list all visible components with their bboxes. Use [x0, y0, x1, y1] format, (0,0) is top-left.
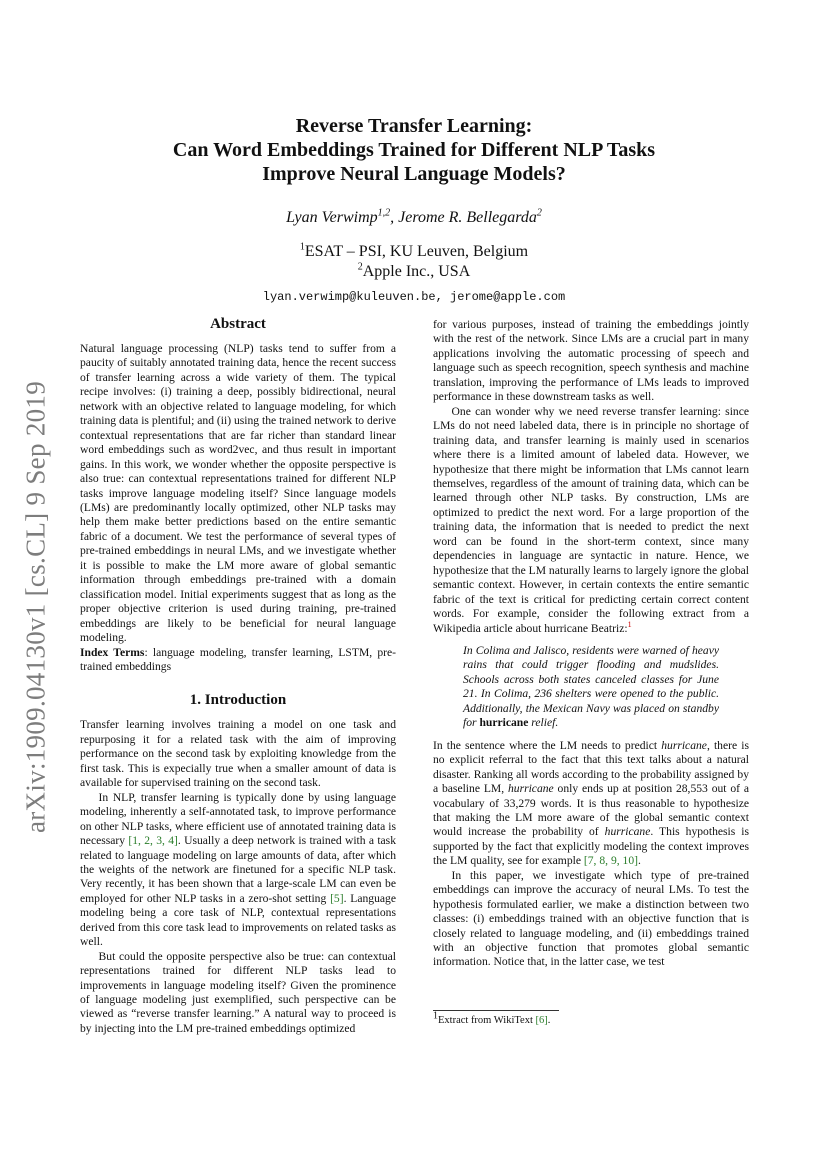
left-column: [80, 315, 396, 1036]
affiliation-text: Apple Inc., USA: [362, 263, 471, 280]
paragraph-text: .: [638, 854, 641, 868]
paragraph-text: One can wonder why we need reverse transfer learning: since LMs do not need labeled data, there is in principle no shortage of training data, and transfer learning is mainly used in scenarios where there is a limited amount of labeled data. However, we hypothesize that there might be information that LMs cannot learn themselves, regardless of the amount of training data, which can be learned through other NLP tasks. By construction, LMs are optimized to predict the next word. For a large proportion of the training data, the information that is needed to predict the next word can be found in the short-term context, since many dependencies in language are syntactic in nature. Hence, we hypothesize that the LM naturally learns to largely ignore the global semantic context. However, in certain contexts the entire semantic fabric of the text is critical for predicting certain correct content words. For example, consider the following extract from a Wikipedia article about hurricane Beatriz:: [433, 404, 749, 635]
author-emails: lyan.verwimp@kuleuven.be, jerome@apple.com: [262, 290, 566, 304]
paragraph-text: only ends up at position 28,553 out of a vocabulary of 33,279 words. It is thus reasonable to hypothesize that making the LM more aware of the global semantic context would increase the probability of: [433, 782, 749, 839]
author-name: Lyan Verwimp: [286, 209, 378, 226]
paper-header: [100, 114, 728, 304]
citation-link[interactable]: [6]: [535, 1015, 548, 1026]
citation-link[interactable]: [7, 8, 9, 10]: [583, 854, 638, 868]
affiliation: [100, 262, 728, 282]
citation-link[interactable]: [5]: [330, 891, 344, 905]
intro-paragraph: [433, 739, 749, 869]
abstract-heading: Abstract: [210, 316, 266, 332]
right-column: [433, 318, 749, 970]
footnote-mark-link[interactable]: 1: [627, 619, 632, 629]
arxiv-identifier-stamp: [14, 372, 58, 842]
paper-title-line-2: Can Word Embeddings Trained for Different NLP Tasks: [172, 139, 656, 161]
arxiv-identifier-text: arXiv:1909.04130v1 [cs.CL] 9 Sep 2019: [20, 380, 51, 834]
footnote: [433, 1010, 749, 1026]
quote-text: In Colima and Jalisco, residents were warned of heavy rains that could trigger flooding and mudslides. Schools across both states canceled classes for June 21. In Colima, 236 shelters were opened to the public. Additionally, the Mexican Navy was placed on standby for: [463, 643, 719, 730]
author-affiliation-mark: 2: [536, 207, 542, 219]
paper-title-line-1: Reverse Transfer Learning:: [295, 115, 533, 137]
author-list: [100, 208, 728, 228]
index-terms-text: : language modeling, transfer learning, LSTM, pre-trained embeddings: [80, 645, 397, 673]
paragraph-text: . Language modeling being a core task of NLP, contextual representations derived from this core task lead to improvements on related tasks as well.: [80, 891, 396, 949]
quote-highlight: hurricane: [479, 716, 529, 730]
paragraph-text: . This hypothesis is supported by the fact that explicitly modeling the context improves the LM quality, see for example: [433, 825, 749, 868]
intro-paragraph: In this paper, we investigate which type of pre-trained embeddings can improve the accuracy of neural LMs. To test the hypothesis formulated earlier, we make a distinction between two classes: (i) embeddings trained with an objective function that is closely related to language modeling, and (ii) embeddings trained with an objective function that promotes global semantic information. Notice that, in the latter case, we test: [433, 868, 749, 969]
footnote-end: .: [547, 1015, 551, 1026]
introduction-heading: 1. Introduction: [189, 692, 287, 709]
footnote-text: Extract from WikiText: [438, 1015, 536, 1026]
intro-paragraph: Transfer learning involves training a model on one task and repurposing it for a related task with the aim of improving performance on the second task by exploiting knowledge from the first task. This is expecially true when a smaller amount of data is available for supervised training on the second task.: [80, 718, 396, 790]
italic-term: hurricane: [604, 825, 651, 839]
author-name: Jerome R. Bellegarda: [398, 209, 537, 226]
footnote-number: 1: [433, 1010, 438, 1022]
citation-link[interactable]: [1, 2, 3, 4]: [128, 834, 178, 848]
footnote-divider: [433, 1010, 559, 1011]
affiliation-mark: 2: [357, 261, 363, 273]
italic-term: hurricane: [661, 738, 707, 752]
paragraph-text: In the sentence where the LM needs to predict: [433, 738, 662, 752]
affiliation: [100, 242, 728, 262]
paragraph-text: . Usually a deep network is trained with a task related to language modeling on large amounts of data, after which the weights of the network are finetuned for a specific NLP task. Very recently, it has been shown that a large-scale LM can even be employed for other NLP tasks in a zero-shot setting: [80, 834, 396, 905]
paragraph-text: , there is no explicit referral to the fact that this text talks about a natural disaster. Ranking all words according to the probability assigned by a baseline LM,: [433, 738, 749, 796]
affiliation-text: ESAT – PSI, KU Leuven, Belgium: [304, 243, 529, 260]
quote-text: relief.: [528, 716, 559, 730]
paper-title-line-3: Improve Neural Language Models?: [262, 163, 566, 185]
intro-paragraph: [80, 791, 396, 950]
intro-paragraph: for various purposes, instead of training the embeddings jointly with the rest of the network. Since LMs are a crucial part in many applications involving the automatic processing of speech and language such as speech recognition, speech synthesis and machine translation, improving the performance of LMs leads to improved performance in these downstream tasks as well.: [433, 318, 749, 404]
author-affiliation-mark: 1,2: [377, 207, 391, 219]
intro-paragraph: But could the opposite perspective also be true: can contextual representations trained for different NLP tasks lead to improvements in language modeling itself? Given the prominence of language modeling just exemplified, such perspective can be viewed as “reverse transfer learning.” A natural way to proceed is by injecting into the LM pre-trained embeddings optimized: [80, 949, 396, 1035]
author-separator: ,: [390, 209, 399, 226]
index-terms-label: Index Terms: [80, 645, 145, 659]
affiliation-mark: 1: [299, 241, 305, 253]
paragraph-text: In NLP, transfer learning is typically done by using language modeling, inherently a self-annotated task, to improve performance on other NLP tasks, where efficient use of annotated training data is necessary: [80, 790, 396, 848]
intro-paragraph: [433, 405, 749, 636]
abstract-text: Natural language processing (NLP) tasks tend to suffer from a paucity of suitably annotated training data, hence the recent success of transfer learning across a wide variety of them. The typical recipe involves: (i) training a deep, possibly bidirectional, neural network with an objective related to language modeling, for which training data is plentiful; and (ii) using the trained network to derive contextual representations that are far richer than standard linear word embeddings such as word2vec, and thus result in important gains. In this work, we wonder whether the opposite perspective is also true: can contextual representations trained for different NLP tasks improve language modeling itself? Since language models (LMs) are predominantly locally optimized, other NLP tasks may help them make better predictions based on the entire semantic fabric of a document. We test the performance of several types of pre-trained embeddings in neural LMs, and we investigate whether it is possible to make the LM more aware of global semantic information through embeddings pre-trained with a domain classification model. Initial experiments suggest that as long as the proper objective criterion is used during training, pre-trained embeddings are likely to be beneficial for neural language modeling.: [80, 342, 396, 645]
wikipedia-quote: [463, 644, 719, 731]
index-terms: [80, 646, 396, 675]
italic-term: hurricane: [507, 782, 554, 796]
